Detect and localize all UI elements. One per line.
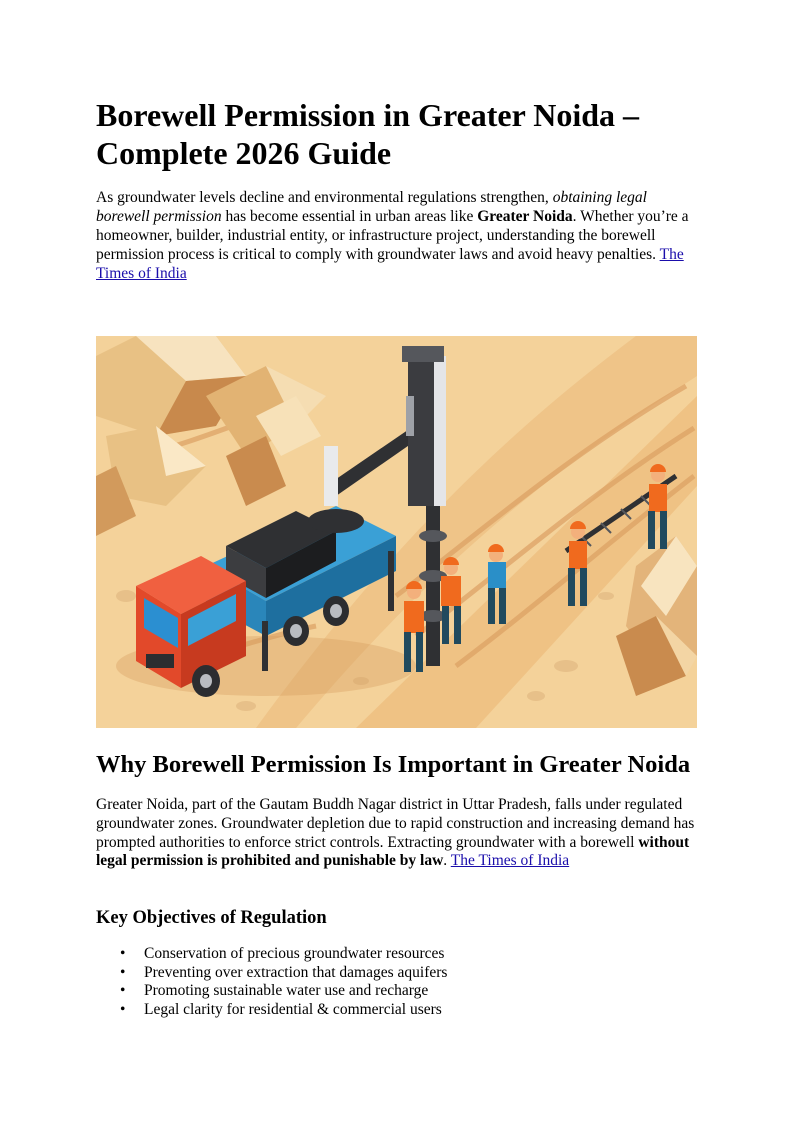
section-heading-importance: Why Borewell Permission Is Important in Greater Noida (96, 751, 691, 778)
borewell-drilling-illustration (96, 336, 697, 728)
importance-text-end: . (443, 852, 451, 870)
page-title: Borewell Permission in Greater Noida – Complete 2026 Guide (96, 97, 640, 171)
source-link-2[interactable]: The Times of India (450, 852, 570, 870)
list-item (96, 964, 447, 983)
importance-paragraph (96, 796, 700, 871)
list-item-text: Legal clarity for residential & commercial users (144, 1000, 442, 1018)
bullet-icon: • (120, 1000, 126, 1018)
list-item-text: Promoting sustainable water use and recharge (144, 982, 429, 1000)
intro-italic: obtaining legal borewell permission (96, 189, 647, 225)
source-link[interactable]: The Times of India (96, 246, 684, 282)
section-heading-objectives: Key Objectives of Regulation (96, 908, 327, 928)
list-item-text: Conservation of precious groundwater resources (144, 945, 445, 962)
importance-bold: without legal permission is prohibited and punishable by law (96, 833, 690, 870)
importance-text: Greater Noida, part of the Gautam Buddh Nagar district in Uttar Pradesh, falls under regulated groundwater zones. Groundwater depletion due to rapid construction and increasing demand has prompted authorities to enforce strict controls. Extracting groundwater with a borewell (96, 796, 695, 851)
bullet-icon: • (120, 945, 126, 962)
intro-bold: Greater Noida (477, 208, 573, 225)
list-item (96, 1001, 447, 1020)
intro-text-3: . Whether you’re a homeowner, builder, industrial entity, or infrastructure project, understanding the borewell permission process is critical to comply with groundwater laws and avoid heavy penalties. (96, 208, 689, 263)
intro-paragraph (96, 188, 698, 283)
bullet-icon: • (120, 982, 126, 1000)
objectives-list (96, 945, 447, 1019)
list-item-text: Preventing over extraction that damages aquifers (144, 963, 448, 981)
intro-text-2: has become essential in urban areas like (221, 208, 478, 225)
bullet-icon: • (120, 963, 126, 981)
intro-text-1: As groundwater levels decline and environmental regulations strengthen, (96, 189, 553, 206)
list-item (96, 982, 447, 1001)
list-item (96, 945, 447, 964)
